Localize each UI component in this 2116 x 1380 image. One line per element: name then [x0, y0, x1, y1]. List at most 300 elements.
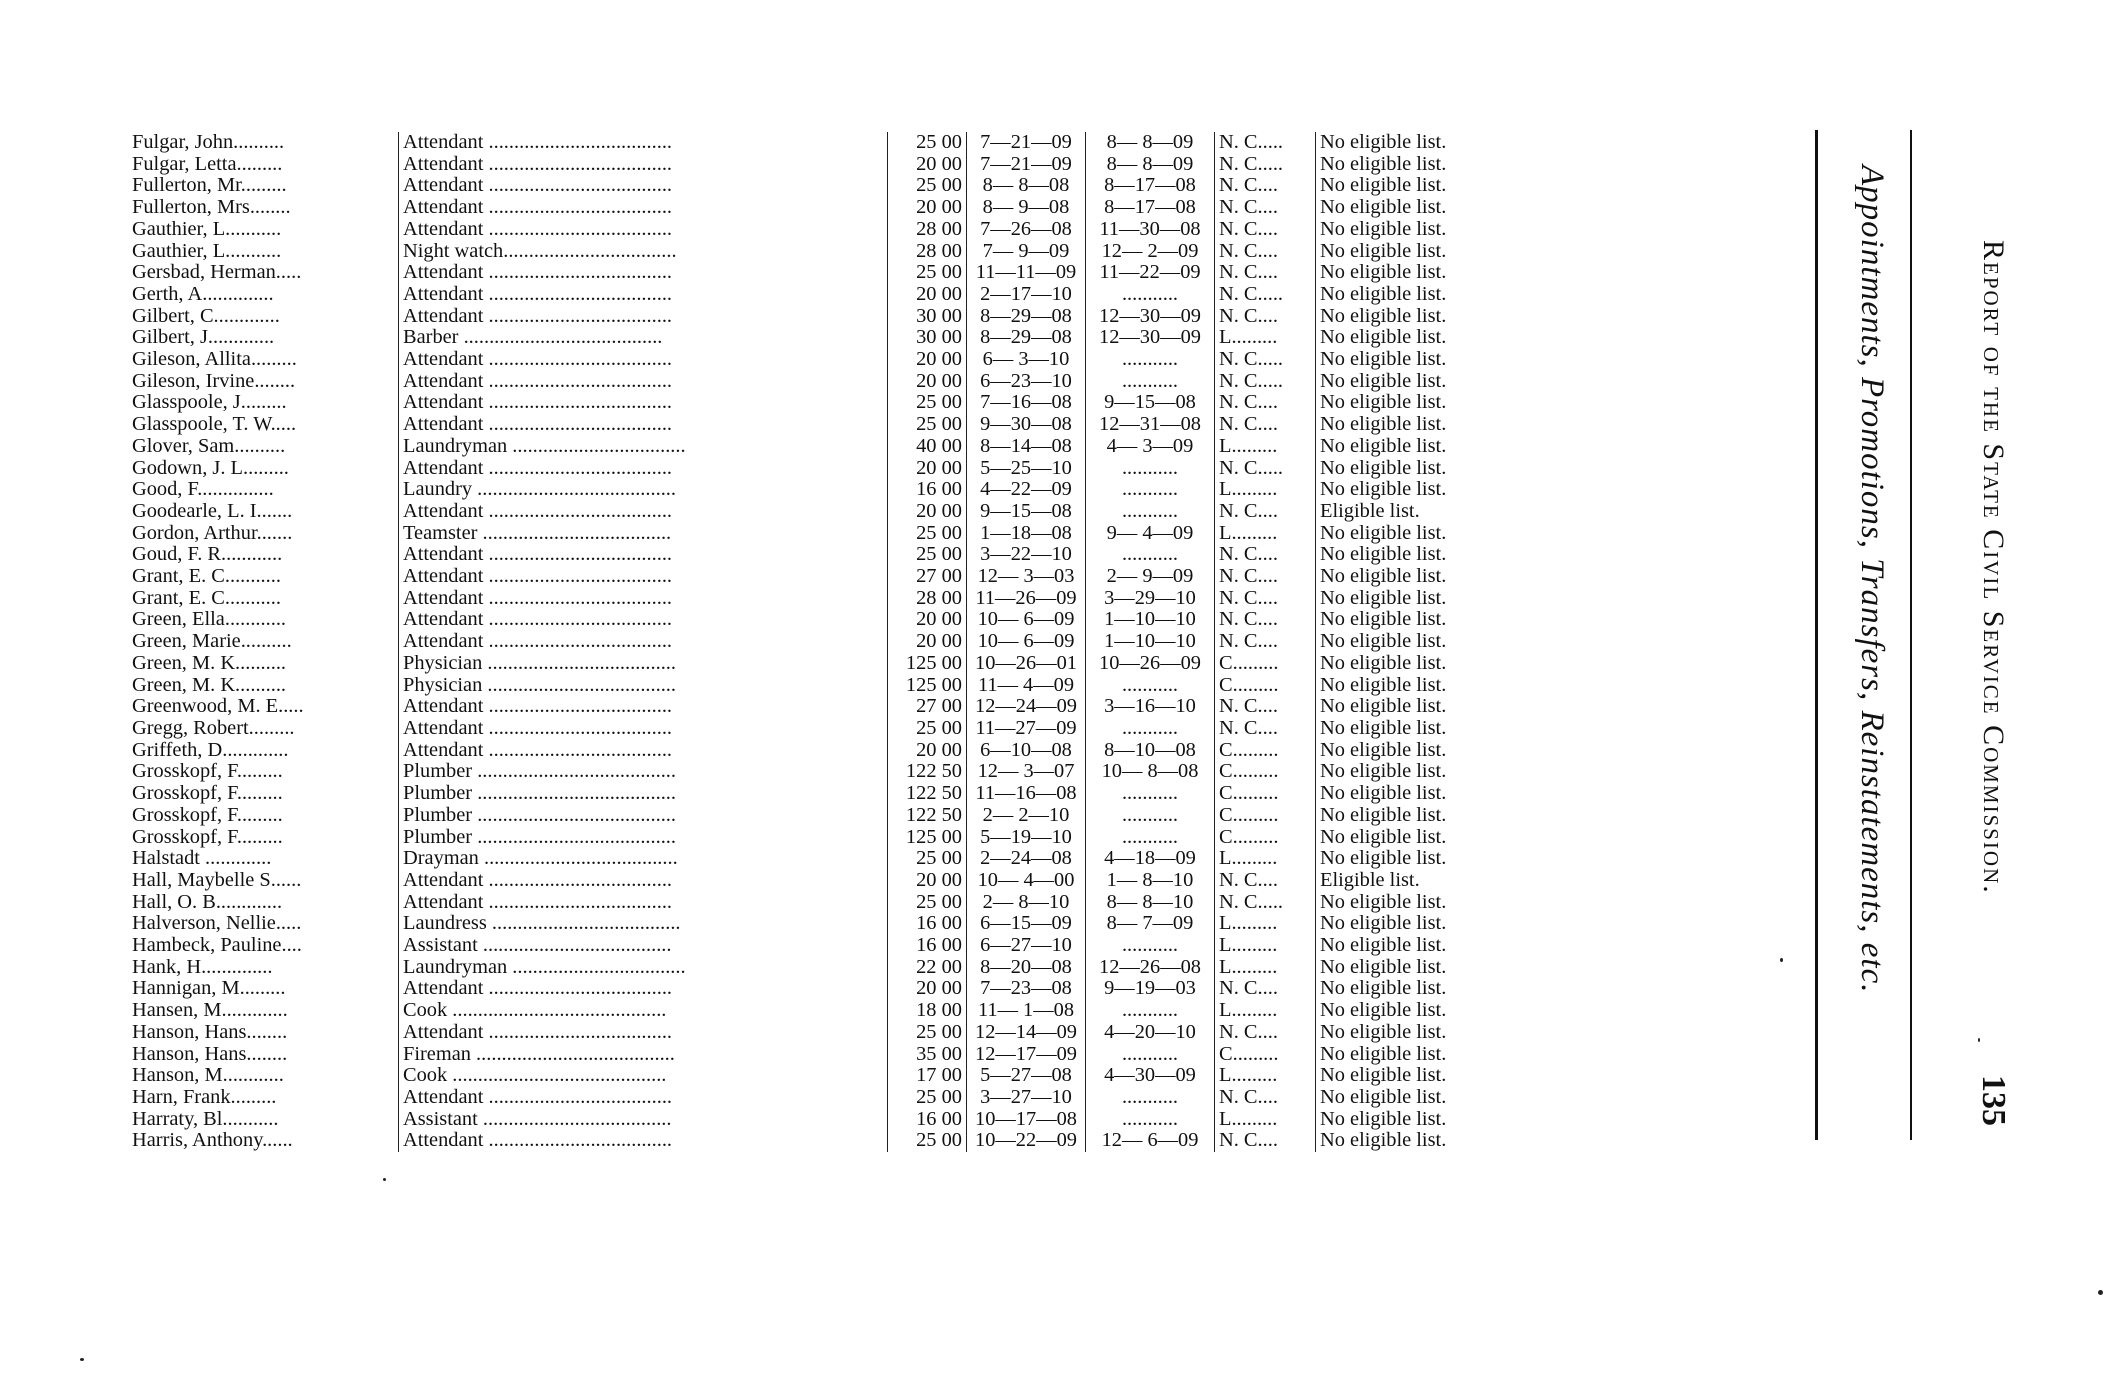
table-row — [128, 609, 1524, 631]
table-row — [128, 306, 1524, 328]
service-class-cell: N. C.... — [1215, 306, 1316, 328]
appointment-date-cell: 5—19—10 — [967, 827, 1086, 849]
separation-date-cell: 12—30—09 — [1086, 327, 1215, 349]
salary-cell: 28 00 — [888, 241, 967, 263]
remarks-cell: No eligible list. — [1320, 152, 1447, 175]
salary-cell: 20 00 — [888, 631, 967, 653]
remarks-cell: No eligible list. — [1320, 239, 1447, 262]
remarks-cell: No eligible list. — [1320, 456, 1447, 479]
position-cell: Laundry ....................................... — [399, 479, 888, 501]
employee-name-cell: Green, M. K.......... — [132, 673, 287, 696]
salary-cell: 25 00 — [888, 544, 967, 566]
table-row — [128, 349, 1524, 371]
service-class-cell: N. C.... — [1215, 241, 1316, 263]
service-class-cell: N. C.... — [1215, 1087, 1316, 1109]
service-class-cell: N. C.... — [1215, 870, 1316, 892]
salary-cell: 30 00 — [888, 306, 967, 328]
salary-cell: 20 00 — [888, 154, 967, 176]
salary-cell: 35 00 — [888, 1044, 967, 1066]
appointment-date-cell: 12—24—09 — [967, 696, 1086, 718]
employee-name-cell: Grant, E. C........... — [132, 586, 281, 609]
header-rule-outer — [1815, 130, 1818, 1140]
salary-cell: 20 00 — [888, 978, 967, 1000]
employee-name-cell: Harn, Frank......... — [132, 1085, 277, 1108]
appointment-date-cell: 7—21—09 — [967, 132, 1086, 154]
ink-speck — [383, 1178, 386, 1181]
appointment-date-cell: 6—15—09 — [967, 913, 1086, 935]
ink-speck — [2098, 1290, 2103, 1295]
appointment-date-cell: 11—26—09 — [967, 588, 1086, 610]
salary-cell: 40 00 — [888, 436, 967, 458]
appointment-date-cell: 7— 9—09 — [967, 241, 1086, 263]
remarks-cell: No eligible list. — [1320, 782, 1447, 805]
table-row — [128, 284, 1524, 306]
service-class-cell: N. C.... — [1215, 544, 1316, 566]
salary-cell: 20 00 — [888, 609, 967, 631]
service-class-cell: C......... — [1215, 783, 1316, 805]
remarks-cell: No eligible list. — [1320, 955, 1447, 978]
page-number: 135 — [1975, 1075, 2012, 1126]
separation-date-cell: ........... — [1086, 1044, 1215, 1066]
remarks-cell: No eligible list. — [1320, 1064, 1447, 1087]
position-cell: Drayman ...................................... — [399, 848, 888, 870]
table-row — [128, 544, 1524, 566]
employee-name-cell: Fullerton, Mr......... — [132, 174, 287, 197]
salary-cell: 25 00 — [888, 175, 967, 197]
table-row — [128, 913, 1524, 935]
separation-date-cell: 8—10—08 — [1086, 740, 1215, 762]
position-cell: Attendant .................................... — [399, 1022, 888, 1044]
appointment-date-cell: 9—15—08 — [967, 501, 1086, 523]
remarks-cell: No eligible list. — [1320, 847, 1447, 870]
appointment-date-cell: 8— 9—08 — [967, 197, 1086, 219]
remarks-cell: No eligible list. — [1320, 434, 1447, 457]
appointment-date-cell: 11— 1—08 — [967, 1000, 1086, 1022]
employee-name-cell: Grosskopf, F......... — [132, 760, 283, 783]
service-class-cell: N. C..... — [1215, 371, 1316, 393]
table-row — [128, 479, 1524, 501]
separation-date-cell: 12— 2—09 — [1086, 241, 1215, 263]
separation-date-cell: ........... — [1086, 479, 1215, 501]
employee-name-cell: Gerth, A.............. — [132, 282, 274, 305]
position-cell: Attendant .................................... — [399, 284, 888, 306]
salary-cell: 22 00 — [888, 957, 967, 979]
service-class-cell: C......... — [1215, 827, 1316, 849]
service-class-cell: C......... — [1215, 761, 1316, 783]
position-cell: Laundryman .................................. — [399, 957, 888, 979]
position-cell: Attendant .................................... — [399, 609, 888, 631]
service-class-cell: N. C.... — [1215, 392, 1316, 414]
table-row — [128, 436, 1524, 458]
appointment-date-cell: 7—21—09 — [967, 154, 1086, 176]
remarks-cell: No eligible list. — [1320, 543, 1447, 566]
remarks-cell: No eligible list. — [1320, 521, 1447, 544]
remarks-cell: No eligible list. — [1320, 217, 1447, 240]
employee-name-cell: Fulgar, John.......... — [132, 131, 285, 153]
employee-name-cell: Gileson, Allita......... — [132, 348, 297, 371]
separation-date-cell: ........... — [1086, 501, 1215, 523]
employee-name-cell: Gersbad, Herman..... — [132, 261, 302, 284]
appointment-date-cell: 11—16—08 — [967, 783, 1086, 805]
table-row — [128, 501, 1524, 523]
position-cell: Attendant .................................... — [399, 1130, 888, 1152]
remarks-cell: No eligible list. — [1320, 369, 1447, 392]
position-cell: Attendant .................................... — [399, 219, 888, 241]
appointment-date-cell: 11— 4—09 — [967, 675, 1086, 697]
table-row — [128, 696, 1524, 718]
remarks-cell: No eligible list. — [1320, 1042, 1447, 1065]
salary-cell: 16 00 — [888, 479, 967, 501]
salary-cell: 20 00 — [888, 349, 967, 371]
remarks-cell: No eligible list. — [1320, 934, 1447, 957]
table-row — [128, 327, 1524, 349]
position-cell: Physician ..................................... — [399, 653, 888, 675]
separation-date-cell: 8— 8—09 — [1086, 132, 1215, 154]
employee-name-cell: Grosskopf, F......... — [132, 782, 283, 805]
salary-cell: 25 00 — [888, 523, 967, 545]
separation-date-cell: 8— 8—10 — [1086, 892, 1215, 914]
salary-cell: 20 00 — [888, 458, 967, 480]
position-cell: Attendant .................................... — [399, 414, 888, 436]
remarks-cell: No eligible list. — [1320, 348, 1447, 371]
salary-cell: 27 00 — [888, 696, 967, 718]
appointment-date-cell: 2— 2—10 — [967, 805, 1086, 827]
position-cell: Barber ....................................... — [399, 327, 888, 349]
separation-date-cell: 11—22—09 — [1086, 262, 1215, 284]
service-class-cell: C......... — [1215, 675, 1316, 697]
position-cell: Attendant .................................... — [399, 349, 888, 371]
remarks-cell: No eligible list. — [1320, 304, 1447, 327]
remarks-cell: No eligible list. — [1320, 890, 1447, 913]
service-class-cell: N. C..... — [1215, 349, 1316, 371]
position-cell: Teamster ..................................... — [399, 523, 888, 545]
service-class-cell: N. C.... — [1215, 588, 1316, 610]
separation-date-cell: 3—29—10 — [1086, 588, 1215, 610]
position-cell: Attendant .................................... — [399, 631, 888, 653]
table-row — [128, 761, 1524, 783]
appointment-date-cell: 7—16—08 — [967, 392, 1086, 414]
employee-name-cell: Hansen, M............. — [132, 999, 288, 1022]
table-row — [128, 1130, 1524, 1152]
separation-date-cell: 9—19—03 — [1086, 978, 1215, 1000]
service-class-cell: N. C..... — [1215, 132, 1316, 154]
separation-date-cell: ........... — [1086, 458, 1215, 480]
salary-cell: 25 00 — [888, 892, 967, 914]
separation-date-cell: 8— 8—09 — [1086, 154, 1215, 176]
table-row — [128, 132, 1524, 154]
service-class-cell: C......... — [1215, 1044, 1316, 1066]
separation-date-cell: ........... — [1086, 544, 1215, 566]
position-cell: Attendant .................................... — [399, 501, 888, 523]
salary-cell: 122 50 — [888, 783, 967, 805]
position-cell: Attendant .................................... — [399, 197, 888, 219]
salary-cell: 30 00 — [888, 327, 967, 349]
employee-name-cell: Godown, J. L......... — [132, 456, 289, 479]
employee-name-cell: Glasspoole, J......... — [132, 391, 287, 414]
table-row — [128, 392, 1524, 414]
table-row — [128, 1000, 1524, 1022]
table-row — [128, 523, 1524, 545]
salary-cell: 28 00 — [888, 588, 967, 610]
table-row — [128, 1109, 1524, 1131]
separation-date-cell: 8— 7—09 — [1086, 913, 1215, 935]
position-cell: Attendant .................................... — [399, 154, 888, 176]
table-row — [128, 154, 1524, 176]
salary-cell: 25 00 — [888, 1022, 967, 1044]
employee-name-cell: Hambeck, Pauline.... — [132, 934, 302, 957]
service-class-cell: N. C.... — [1215, 609, 1316, 631]
service-class-cell: L......... — [1215, 1109, 1316, 1131]
employee-name-cell: Gilbert, J............. — [132, 326, 275, 349]
separation-date-cell: 4—18—09 — [1086, 848, 1215, 870]
separation-date-cell: ........... — [1086, 783, 1215, 805]
table-row — [128, 566, 1524, 588]
position-cell: Attendant .................................... — [399, 588, 888, 610]
salary-cell: 20 00 — [888, 870, 967, 892]
remarks-cell: No eligible list. — [1320, 1107, 1447, 1130]
appointment-date-cell: 6— 3—10 — [967, 349, 1086, 371]
employee-name-cell: Halstadt ............. — [132, 847, 272, 870]
table-row — [128, 740, 1524, 762]
appointment-date-cell: 6—10—08 — [967, 740, 1086, 762]
service-class-cell: N. C.... — [1215, 262, 1316, 284]
appointment-date-cell: 8—20—08 — [967, 957, 1086, 979]
employee-name-cell: Gordon, Arthur....... — [132, 521, 293, 544]
header-rule-inner — [1910, 130, 1912, 1140]
remarks-cell: No eligible list. — [1320, 738, 1447, 761]
separation-date-cell: 10— 8—08 — [1086, 761, 1215, 783]
employee-name-cell: Grosskopf, F......... — [132, 803, 283, 826]
remarks-cell: No eligible list. — [1320, 695, 1447, 718]
appointment-date-cell: 7—23—08 — [967, 978, 1086, 1000]
remarks-cell: No eligible list. — [1320, 478, 1447, 501]
separation-date-cell: ........... — [1086, 371, 1215, 393]
table-row — [128, 371, 1524, 393]
remarks-cell: No eligible list. — [1320, 1020, 1447, 1043]
position-cell: Attendant .................................... — [399, 132, 888, 154]
table-row — [128, 1065, 1524, 1087]
appointment-date-cell: 4—22—09 — [967, 479, 1086, 501]
appointments-table — [128, 132, 1524, 1152]
service-class-cell: C......... — [1215, 805, 1316, 827]
salary-cell: 25 00 — [888, 1087, 967, 1109]
separation-date-cell: 4—30—09 — [1086, 1065, 1215, 1087]
salary-cell: 25 00 — [888, 392, 967, 414]
service-class-cell: N. C.... — [1215, 566, 1316, 588]
separation-date-cell: ........... — [1086, 284, 1215, 306]
position-cell: Attendant .................................... — [399, 1087, 888, 1109]
employee-name-cell: Hanson, Hans........ — [132, 1042, 288, 1065]
separation-date-cell: 12—30—09 — [1086, 306, 1215, 328]
salary-cell: 16 00 — [888, 913, 967, 935]
remarks-cell: No eligible list. — [1320, 174, 1447, 197]
employee-name-cell: Hanson, Hans........ — [132, 1020, 288, 1043]
appointment-date-cell: 2—17—10 — [967, 284, 1086, 306]
salary-cell: 18 00 — [888, 1000, 967, 1022]
appointment-date-cell: 12—14—09 — [967, 1022, 1086, 1044]
employee-name-cell: Halverson, Nellie..... — [132, 912, 302, 935]
appointment-date-cell: 3—22—10 — [967, 544, 1086, 566]
position-cell: Plumber ....................................... — [399, 761, 888, 783]
position-cell: Attendant .................................... — [399, 544, 888, 566]
employee-name-cell: Greenwood, M. E..... — [132, 695, 304, 718]
separation-date-cell: ........... — [1086, 718, 1215, 740]
remarks-cell: No eligible list. — [1320, 803, 1447, 826]
position-cell: Attendant .................................... — [399, 175, 888, 197]
service-class-cell: N. C.... — [1215, 175, 1316, 197]
salary-cell: 16 00 — [888, 935, 967, 957]
separation-date-cell: 9— 4—09 — [1086, 523, 1215, 545]
salary-cell: 25 00 — [888, 414, 967, 436]
position-cell: Attendant .................................... — [399, 262, 888, 284]
employee-name-cell: Grosskopf, F......... — [132, 825, 283, 848]
employee-name-cell: Goodearle, L. I....... — [132, 499, 293, 522]
salary-cell: 25 00 — [888, 262, 967, 284]
position-cell: Laundryman .................................. — [399, 436, 888, 458]
appointment-date-cell: 2—24—08 — [967, 848, 1086, 870]
appointment-date-cell: 12— 3—03 — [967, 566, 1086, 588]
appointment-date-cell: 6—23—10 — [967, 371, 1086, 393]
separation-date-cell: 12—26—08 — [1086, 957, 1215, 979]
service-class-cell: N. C.... — [1215, 1022, 1316, 1044]
employee-name-cell: Green, M. K.......... — [132, 651, 287, 674]
employee-name-cell: Hanson, M............ — [132, 1064, 284, 1087]
appointment-date-cell: 6—27—10 — [967, 935, 1086, 957]
table-row — [128, 1087, 1524, 1109]
separation-date-cell: 4— 3—09 — [1086, 436, 1215, 458]
table-row — [128, 197, 1524, 219]
position-cell: Cook .......................................... — [399, 1065, 888, 1087]
remarks-cell: No eligible list. — [1320, 912, 1447, 935]
service-class-cell: L......... — [1215, 957, 1316, 979]
service-class-cell: L......... — [1215, 935, 1316, 957]
service-class-cell: L......... — [1215, 479, 1316, 501]
salary-cell: 20 00 — [888, 284, 967, 306]
table-row — [128, 241, 1524, 263]
appointments-table-body — [128, 132, 1524, 1152]
position-cell: Attendant .................................... — [399, 392, 888, 414]
employee-name-cell: Hannigan, M......... — [132, 977, 286, 1000]
appointment-date-cell: 8—29—08 — [967, 327, 1086, 349]
appointment-date-cell: 10— 6—09 — [967, 609, 1086, 631]
employee-name-cell: Glasspoole, T. W..... — [132, 413, 297, 436]
service-class-cell: C......... — [1215, 740, 1316, 762]
remarks-cell: No eligible list. — [1320, 630, 1447, 653]
employee-name-cell: Good, F............... — [132, 478, 274, 501]
remarks-cell: No eligible list. — [1320, 586, 1447, 609]
separation-date-cell: 2— 9—09 — [1086, 566, 1215, 588]
service-class-cell: N. C.... — [1215, 1130, 1316, 1152]
table-row — [128, 219, 1524, 241]
remarks-cell: No eligible list. — [1320, 673, 1447, 696]
table-row — [128, 175, 1524, 197]
employee-name-cell: Green, Marie.......... — [132, 630, 292, 653]
appointment-date-cell: 9—30—08 — [967, 414, 1086, 436]
appointment-date-cell: 10—26—01 — [967, 653, 1086, 675]
remarks-cell: No eligible list. — [1320, 977, 1447, 1000]
service-class-cell: N. C.... — [1215, 978, 1316, 1000]
appointment-date-cell: 8— 8—08 — [967, 175, 1086, 197]
remarks-cell: No eligible list. — [1320, 131, 1447, 153]
position-cell: Attendant .................................... — [399, 566, 888, 588]
position-cell: Night watch.................................. — [399, 241, 888, 263]
service-class-cell: C......... — [1215, 653, 1316, 675]
table-row — [128, 718, 1524, 740]
employee-name-cell: Glover, Sam.......... — [132, 434, 286, 457]
employee-name-cell: Harraty, Bl........... — [132, 1107, 279, 1130]
employee-name-cell: Harris, Anthony...... — [132, 1129, 293, 1152]
position-cell: Plumber ....................................... — [399, 783, 888, 805]
salary-cell: 25 00 — [888, 848, 967, 870]
salary-cell: 125 00 — [888, 827, 967, 849]
table-row — [128, 957, 1524, 979]
service-class-cell: N. C..... — [1215, 458, 1316, 480]
salary-cell: 20 00 — [888, 371, 967, 393]
salary-cell: 20 00 — [888, 501, 967, 523]
table-row — [128, 262, 1524, 284]
salary-cell: 125 00 — [888, 675, 967, 697]
table-row — [128, 414, 1524, 436]
position-cell: Attendant .................................... — [399, 696, 888, 718]
position-cell: Attendant .................................... — [399, 740, 888, 762]
ink-speck — [1978, 1038, 1980, 1042]
employee-name-cell: Fullerton, Mrs........ — [132, 196, 291, 219]
table-row — [128, 848, 1524, 870]
appointment-date-cell: 10—22—09 — [967, 1130, 1086, 1152]
appointment-date-cell: 12— 3—07 — [967, 761, 1086, 783]
salary-cell: 122 50 — [888, 761, 967, 783]
appointment-date-cell: 10— 4—00 — [967, 870, 1086, 892]
ink-speck — [80, 1358, 84, 1361]
employee-name-cell: Gregg, Robert......... — [132, 716, 295, 739]
service-class-cell: N. C.... — [1215, 501, 1316, 523]
separation-date-cell: 8—17—08 — [1086, 175, 1215, 197]
separation-date-cell: 1— 8—10 — [1086, 870, 1215, 892]
position-cell: Fireman ....................................... — [399, 1044, 888, 1066]
position-cell: Attendant .................................... — [399, 870, 888, 892]
service-class-cell: N. C.... — [1215, 718, 1316, 740]
salary-cell: 16 00 — [888, 1109, 967, 1131]
separation-date-cell: 12—31—08 — [1086, 414, 1215, 436]
position-cell: Plumber ....................................... — [399, 827, 888, 849]
service-class-cell: N. C.... — [1215, 197, 1316, 219]
employee-name-cell: Griffeth, D............. — [132, 738, 289, 761]
service-class-cell: L......... — [1215, 1000, 1316, 1022]
salary-cell: 20 00 — [888, 740, 967, 762]
table-row — [128, 588, 1524, 610]
position-cell: Attendant .................................... — [399, 371, 888, 393]
employee-name-cell: Gilbert, C............. — [132, 304, 280, 327]
employee-name-cell: Hall, O. B............. — [132, 890, 283, 913]
employee-name-cell: Hall, Maybelle S...... — [132, 868, 302, 891]
table-row — [128, 892, 1524, 914]
service-class-cell: L......... — [1215, 848, 1316, 870]
position-cell: Physician ..................................... — [399, 675, 888, 697]
position-cell: Laundress ..................................... — [399, 913, 888, 935]
table-row — [128, 1022, 1524, 1044]
employee-name-cell: Gauthier, L........... — [132, 239, 282, 262]
salary-cell: 20 00 — [888, 197, 967, 219]
separation-date-cell: ........... — [1086, 827, 1215, 849]
remarks-cell: No eligible list. — [1320, 760, 1447, 783]
salary-cell: 125 00 — [888, 653, 967, 675]
remarks-cell: No eligible list. — [1320, 716, 1447, 739]
appointment-date-cell: 8—29—08 — [967, 306, 1086, 328]
remarks-cell: No eligible list. — [1320, 999, 1447, 1022]
appointment-date-cell: 7—26—08 — [967, 219, 1086, 241]
employee-name-cell: Green, Ella............ — [132, 608, 287, 631]
table-row — [128, 805, 1524, 827]
